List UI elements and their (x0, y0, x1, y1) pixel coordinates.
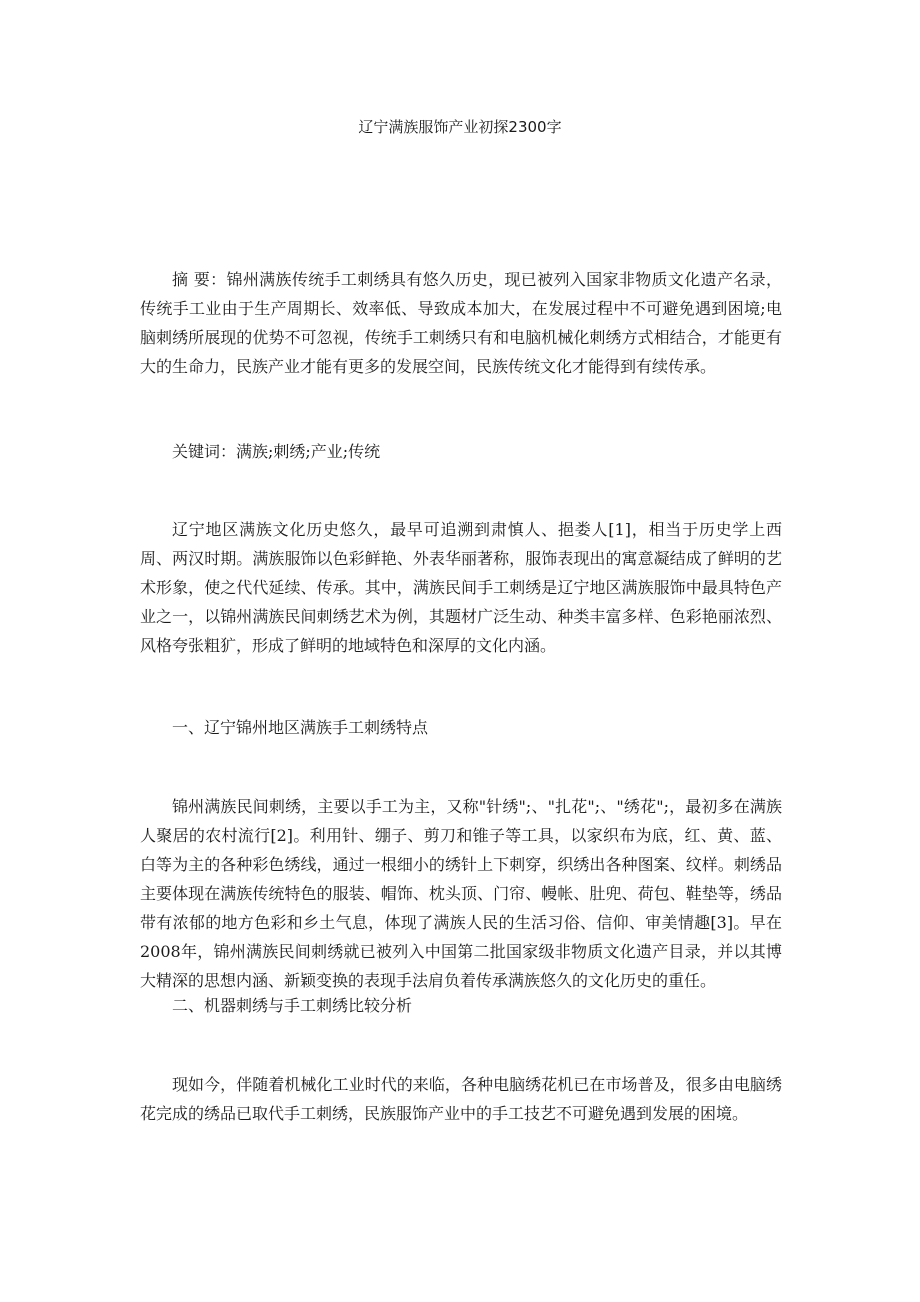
keywords-line: 关键词：满族;刺绣;产业;传统 (172, 442, 381, 461)
intro-paragraph: 辽宁地区满族文化历史悠久，最早可追溯到肃慎人、挹娄人[1]，相当于历史学上西周、两汉时期。满族服饰以色彩鲜艳、外表华丽著称，服饰表现出的寓意凝结成了鲜明的艺术形象，使之代代延续、传承。其中，满族民间手工刺绣是辽宁地区满族服饰中最具特色产业之一，以锦州满族民间刺绣艺术为例，其题材广泛生动、种类丰富多样、色彩艳丽浓烈、风格夸张粗犷，形成了鲜明的地域特色和深厚的文化内涵。 (140, 520, 782, 655)
section-2-heading: 二、机器刺绣与手工刺绣比较分析 (172, 996, 413, 1015)
section-1-heading: 一、辽宁锦州地区满族手工刺绣特点 (172, 718, 429, 737)
abstract-paragraph: 摘 要：锦州满族传统手工刺绣具有悠久历史，现已被列入国家非物质文化遗产名录，传统手工业由于生产周期长、效率低、导致成本加大，在发展过程中不可避免遇到困境;电脑刺绣所展现的优势不可忽视，传统手工刺绣只有和电脑机械化刺绣方式相结合，才能更有大的生命力，民族产业才能有更多的发展空间，民族传统文化才能得到有续传承。 (140, 270, 782, 376)
section-2-paragraph: 现如今，伴随着机械化工业时代的来临，各种电脑绣花机已在市场普及，很多由电脑绣花完成的绣品已取代手工刺绣，民族服饰产业中的手工技艺不可避免遇到发展的困境。 (140, 1075, 782, 1123)
document-title: 辽宁满族服饰产业初探2300字 (358, 118, 562, 136)
section-1-paragraph: 锦州满族民间刺绣，主要以手工为主，又称"针绣";、"扎花";、"绣花";，最初多在满族人聚居的农村流行[2]。利用针、绷子、剪刀和锥子等工具，以家织布为底，红、黄、蓝、白等为主的各种彩色绣线，通过一根细小的绣针上下刺穿，织绣出各种图案、纹样。刺绣品主要体现在满族传统特色的服装、帽饰、枕头顶、门帘、幔帐、肚兜、荷包、鞋垫等，绣品带有浓郁的地方色彩和乡土气息，体现了满族人民的生活习俗、信仰、审美情趣[3]。早在2008年，锦州满族民间刺绣就已被列入中国第二批国家级非物质文化遗产目录，并以其博大精深的思想内涵、新颖变换的表现手法肩负着传承满族悠久的文化历史的重任。 (140, 797, 782, 990)
